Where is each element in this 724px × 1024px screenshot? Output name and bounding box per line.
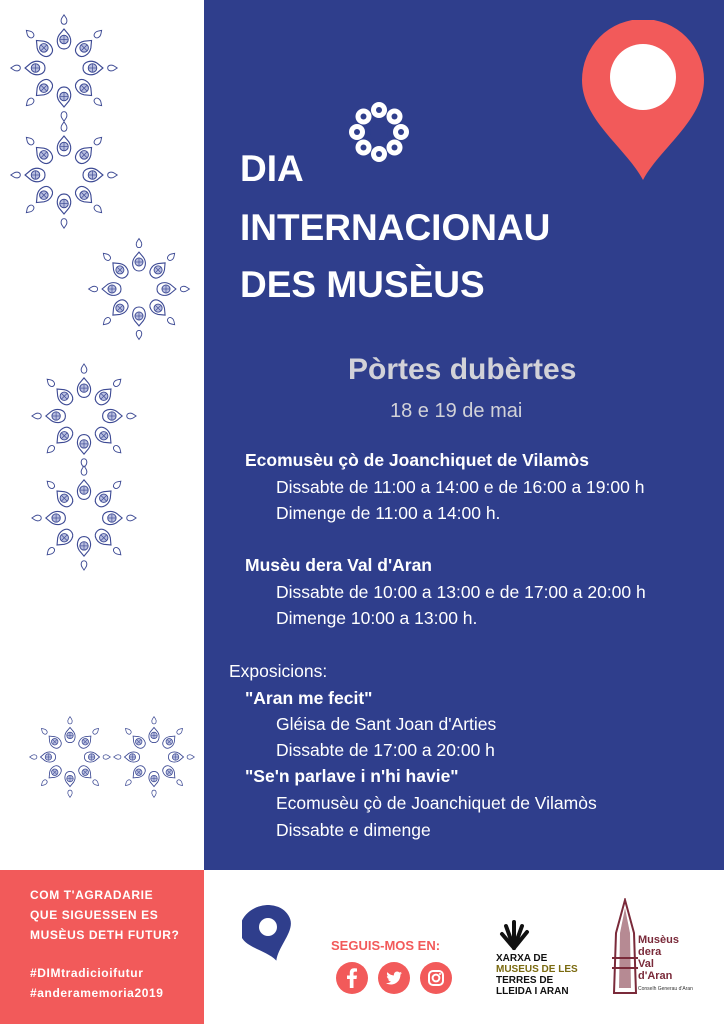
museus-logo-line-2: dera <box>638 946 662 958</box>
instagram-icon[interactable] <box>420 962 452 994</box>
exhibition-1-hours: Dissabte de 17:00 a 20:00 h <box>276 740 495 760</box>
exhibition-2-days: Dissabte e dimenge <box>276 820 431 840</box>
museum-1-hours-sunday: Dimenge de 11:00 a 14:00 h. <box>276 503 501 523</box>
museus-logo-mark-icon <box>610 898 640 998</box>
exhibitions-heading: Exposicions: <box>229 661 328 681</box>
title-line-1: DIA <box>240 148 304 189</box>
exhibition-2-location: Ecomusèu çò de Joanchiquet de Vilamòs <box>276 793 597 813</box>
twitter-icon[interactable] <box>378 962 410 994</box>
museus-logo-line-3: Val <box>638 958 654 970</box>
map-pin-icon <box>582 20 704 182</box>
flower-ornaments <box>0 0 204 870</box>
hashtag-2[interactable]: #anderamemoria2019 <box>30 986 164 1000</box>
museum-1-hours-saturday: Dissabte de 11:00 a 14:00 e de 16:00 a 19:00 h <box>276 477 645 497</box>
flower-ornament-5 <box>32 466 136 570</box>
xarxa-logo-line-1: XARXA DE <box>496 953 548 964</box>
exhibition-2-title: "Se'n parlave i n'hi havie" <box>245 766 459 786</box>
flower-ornament-1 <box>11 15 117 121</box>
event-dates: 18 e 19 de mai <box>390 400 523 422</box>
museum-2-name: Musèu dera Val d'Aran <box>245 555 432 575</box>
ornament-column <box>0 0 204 870</box>
footer-question-line-2: QUE SIGUESSEN ES <box>30 908 159 922</box>
flower-ornament-7 <box>114 717 195 798</box>
museum-2-hours-sunday: Dimenge 10:00 a 13:00 h. <box>276 608 478 628</box>
exhibition-1-location: Gléisa de Sant Joan d'Arties <box>276 714 497 734</box>
xarxa-logo-line-3: TERRES DE <box>496 975 554 986</box>
exhibition-1-title: "Aran me fecit" <box>245 688 373 708</box>
museus-logo-line-4: d'Aran <box>638 970 673 982</box>
xarxa-logo-line-4: LLEIDA I ARAN <box>496 986 569 997</box>
follow-us-label: SEGUIS-MOS EN: <box>331 938 441 953</box>
footer-question-line-3: MUSÈUS DETH FUTUR? <box>30 928 180 942</box>
subtitle: Pòrtes dubèrtes <box>348 353 577 386</box>
title-line-3: DES MUSÈUS <box>240 264 485 305</box>
museus-val-aran-logo <box>610 898 700 1008</box>
xarxa-logo-line-2: MUSEUS DE LES <box>496 964 578 975</box>
conselh-generau-label: Conselh Generau d'Aran <box>638 986 693 992</box>
xarxa-museus-logo <box>494 914 590 1004</box>
footer-question-line-1: COM T'AGRADARIE <box>30 888 154 902</box>
flower-ornament-4 <box>32 364 136 468</box>
xarxa-logo-mark-icon <box>494 914 534 954</box>
title-line-2: INTERNACIONAU <box>240 207 551 248</box>
map-pin-small-icon <box>242 905 294 963</box>
flower-ornament-2 <box>11 122 117 228</box>
museum-2-hours-saturday: Dissabte de 10:00 a 13:00 e de 17:00 a 20:00 h <box>276 582 646 602</box>
museum-1-name: Ecomusèu çò de Joanchiquet de Vilamòs <box>245 450 589 470</box>
museus-logo-line-1: Musèus <box>638 934 679 946</box>
facebook-icon[interactable] <box>336 962 368 994</box>
hashtag-1[interactable]: #DIMtradicioifutur <box>30 966 144 980</box>
flower-ornament-6 <box>30 717 111 798</box>
flower-ornament-3 <box>89 239 190 340</box>
flower-emblem-icon <box>343 96 415 168</box>
